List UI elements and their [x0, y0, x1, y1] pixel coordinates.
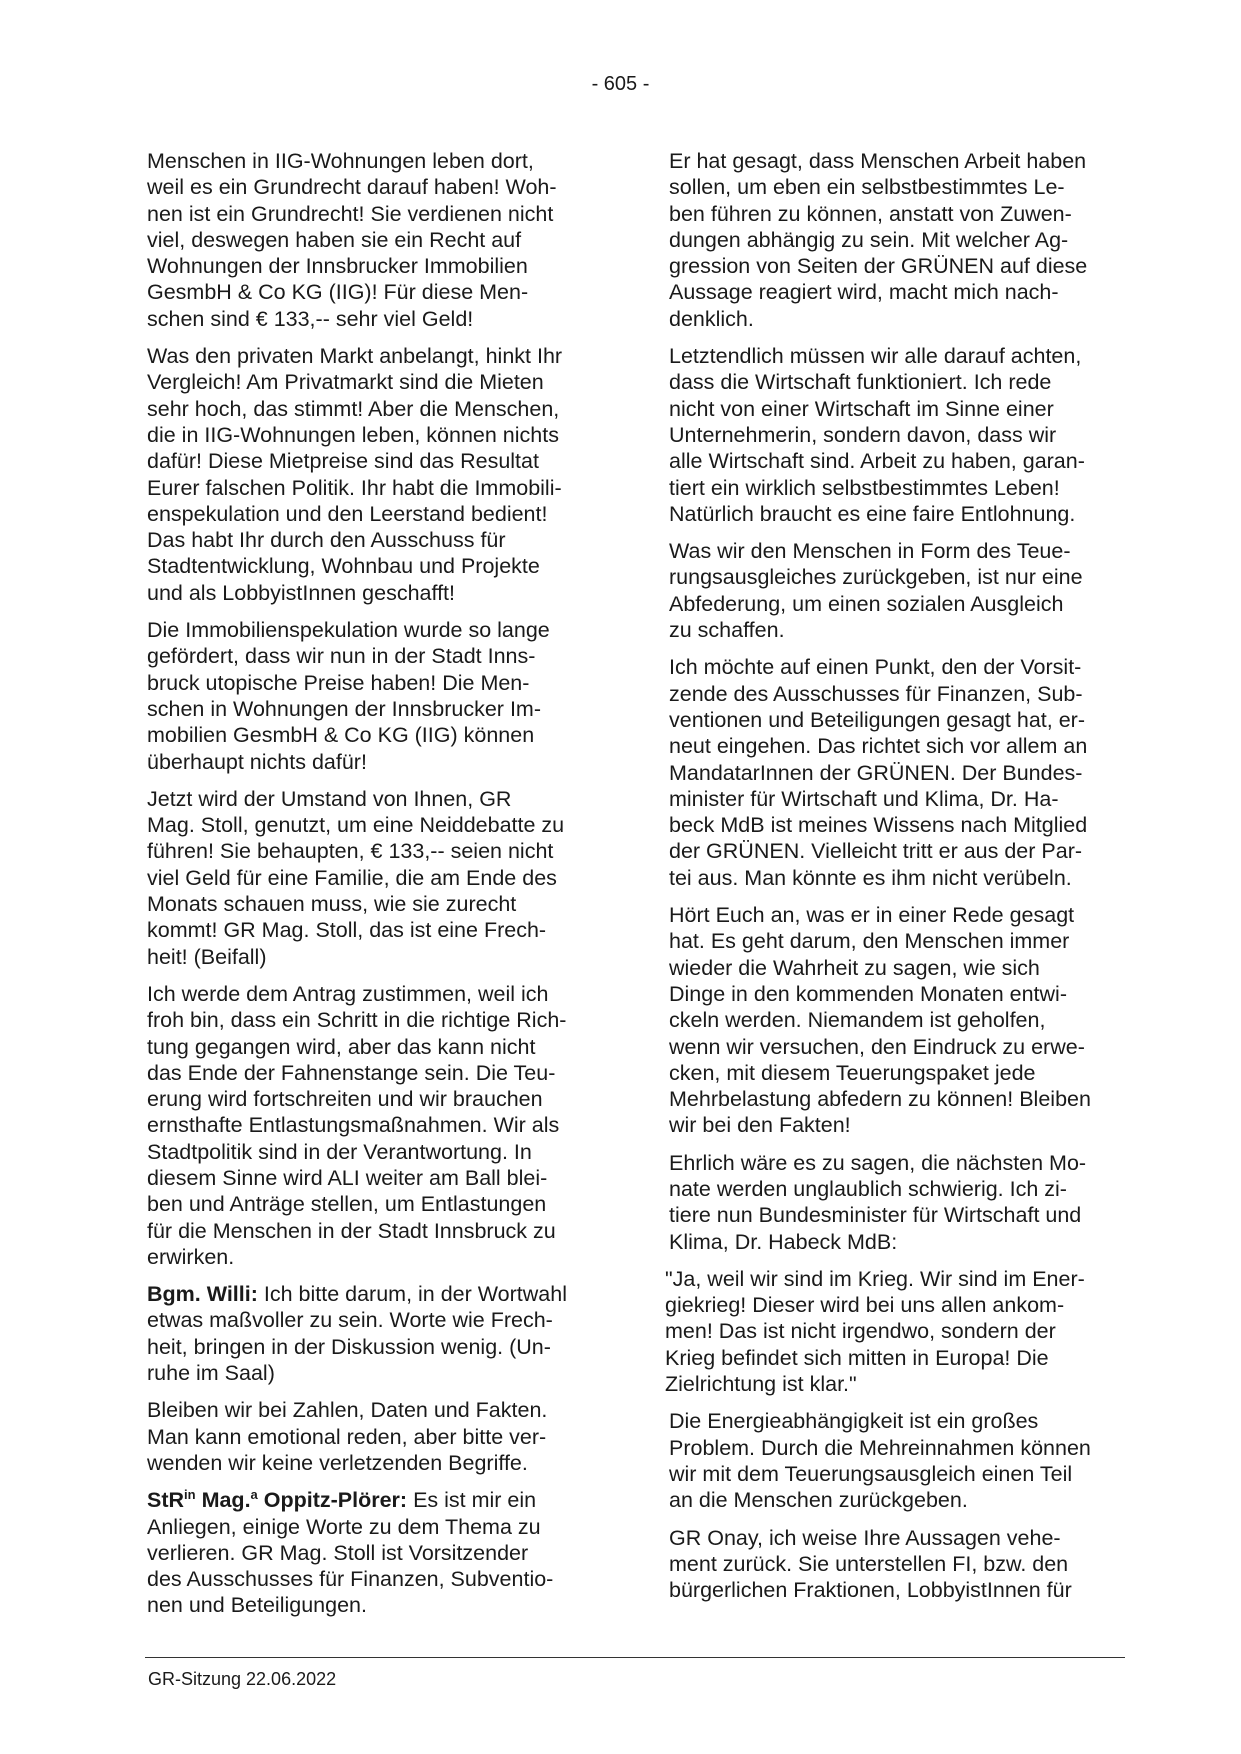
paragraph — [147, 786, 597, 970]
text-line: dafür! Diese Mietpreise sind das Resultat — [147, 449, 539, 474]
speaker-name — [147, 1488, 407, 1512]
text-line: diesem Sinne wird ALI weiter am Ball blei- — [147, 1165, 548, 1190]
text-line: Stadtpolitik sind in der Verantwortung. In — [147, 1139, 532, 1164]
text-line: Menschen in IIG-Wohnungen leben dort, — [147, 149, 534, 173]
text-line: Aussage reagiert wird, macht mich nach- — [669, 280, 1059, 305]
right-column — [665, 148, 1119, 1614]
text-line: an die Menschen zurückgeben. — [669, 1488, 968, 1513]
text-line: hat. Es geht darum, den Menschen immer — [669, 929, 1070, 954]
text-line: nen und Beteiligungen. — [147, 1593, 367, 1618]
text-line: Mag. Stoll, genutzt, um eine Neiddebatte zu — [147, 813, 565, 838]
title-superscript: in — [184, 1487, 196, 1503]
speaker-name: Bgm. Willi: — [147, 1282, 258, 1307]
text-line: Wohnungen der Innsbrucker Immobilien — [147, 254, 528, 279]
text-line: Natürlich braucht es eine faire Entlohnung. — [669, 501, 1076, 526]
text-line — [147, 1487, 597, 1513]
text-line: tiert ein wirklich selbstbestimmtes Leben! — [669, 475, 1060, 500]
left-column — [147, 148, 597, 1630]
text-line: froh bin, dass ein Schritt in die richtige Rich- — [147, 1008, 567, 1033]
text-line: wenn wir versuchen, den Eindruck zu erwe- — [669, 1034, 1085, 1059]
paragraph — [147, 343, 597, 606]
text-line: ben führen zu können, anstatt von Zuwen- — [669, 201, 1072, 226]
text-line: bruck utopische Preise haben! Die Men- — [147, 670, 530, 695]
text-line: des Ausschusses für Finanzen, Subventio- — [147, 1567, 554, 1592]
text-line: wenden wir keine verletzenden Begriffe. — [147, 1450, 528, 1475]
text-line: Die Energieabhängigkeit ist ein großes — [669, 1409, 1039, 1434]
text-line: die in IIG-Wohnungen leben, können nichts — [147, 422, 559, 447]
text-line: nicht von einer Wirtschaft im Sinne einer — [669, 396, 1054, 421]
text-line: heit! (Beifall) — [147, 944, 267, 969]
text-line: das Ende der Fahnenstange sein. Die Teu- — [147, 1060, 556, 1085]
text-line: Das habt Ihr durch den Ausschuss für — [147, 528, 506, 553]
footer-divider — [145, 1657, 1125, 1658]
paragraph — [147, 1487, 597, 1618]
text-line: nate werden unglaublich schwierig. Ich zi- — [669, 1176, 1067, 1201]
text-line: Anliegen, einige Worte zu dem Thema zu — [147, 1514, 541, 1539]
text-line: Was wir den Menschen in Form des Teue- — [669, 539, 1071, 564]
text-line: minister für Wirtschaft und Klima, Dr. Ha- — [669, 786, 1059, 811]
speaker-name-part: Mag. — [195, 1488, 251, 1513]
text-line: Klima, Dr. Habeck MdB: — [669, 1229, 898, 1254]
text-line: Hört Euch an, was er in einer Rede gesagt — [669, 903, 1075, 928]
paragraph — [669, 343, 1119, 527]
paragraph — [669, 902, 1119, 1139]
text-line: Letztendlich müssen wir alle darauf achten, — [669, 344, 1082, 369]
text-line: Mehrbelastung abfedern zu können! Bleiben — [669, 1087, 1091, 1112]
text-line: "Ja, weil wir sind im Krieg. Wir sind im Ener- — [665, 1266, 1085, 1291]
text-line: viel Geld für eine Familie, die am Ende des — [147, 865, 557, 890]
text-line: tei aus. Man könnte es ihm nicht verübeln. — [669, 865, 1072, 890]
text-line: giekrieg! Dieser wird bei uns allen ankom- — [665, 1293, 1065, 1318]
text-line: dass die Wirtschaft funktioniert. Ich rede — [669, 370, 1052, 395]
page-number: - 605 - — [591, 73, 650, 95]
text-line: überhaupt nichts dafür! — [147, 749, 367, 774]
text-line: schen sind € 133,-- sehr viel Geld! — [147, 306, 474, 331]
text-line: dungen abhängig zu sein. Mit welcher Ag- — [669, 227, 1069, 252]
text-line: Unternehmerin, sondern davon, dass wir — [669, 422, 1057, 447]
text-line: Vergleich! Am Privatmarkt sind die Mieten — [147, 370, 544, 395]
text-line: erwirken. — [147, 1244, 235, 1269]
text-line: etwas maßvoller zu sein. Worte wie Frech- — [147, 1308, 553, 1333]
text-line: gression von Seiten der GRÜNEN auf diese — [669, 254, 1088, 279]
text-line: ruhe im Saal) — [147, 1361, 275, 1386]
paragraph — [147, 617, 597, 775]
text-line: gefördert, dass wir nun in der Stadt Inns- — [147, 644, 536, 669]
text-line: wir mit dem Teuerungsausgleich einen Teil — [669, 1461, 1073, 1486]
text-line: mobilien GesmbH & Co KG (IIG) können — [147, 723, 535, 748]
text-line: enspekulation und den Leerstand bedient! — [147, 501, 548, 526]
paragraph — [669, 654, 1119, 891]
paragraph — [147, 1397, 597, 1476]
text-line: sehr hoch, das stimmt! Aber die Menschen, — [147, 396, 560, 421]
text-line: denklich. — [669, 306, 754, 331]
speaker-name-part: Oppitz-Plörer: — [257, 1488, 408, 1513]
text-line: erung wird fortschreiten und wir brauchen — [147, 1087, 543, 1112]
text-line: für die Menschen in der Stadt Innsbruck zu — [147, 1218, 556, 1243]
text-line: der GRÜNEN. Vielleicht tritt er aus der Par- — [669, 839, 1083, 864]
text-line: schen in Wohnungen der Innsbrucker Im- — [147, 696, 541, 721]
text-line: tung gegangen wird, aber das kann nicht — [147, 1034, 536, 1059]
text-line: Man kann emotional reden, aber bitte ver- — [147, 1424, 547, 1449]
text-line: verlieren. GR Mag. Stoll ist Vorsitzender — [147, 1540, 529, 1565]
text-line: rungsausgleiches zurückgeben, ist nur eine — [669, 565, 1083, 590]
paragraph — [147, 981, 597, 1270]
text-line: GesmbH & Co KG (IIG)! Für diese Men- — [147, 280, 529, 305]
text-line: Ehrlich wäre es zu sagen, die nächsten Mo- — [669, 1150, 1087, 1175]
text-line: führen! Sie behaupten, € 133,-- seien nicht — [147, 839, 554, 864]
text-line: viel, deswegen haben sie ein Recht auf — [147, 227, 522, 252]
footer-session-date: GR-Sitzung 22.06.2022 — [148, 1669, 337, 1689]
paragraph — [147, 148, 597, 332]
paragraph — [669, 1525, 1119, 1604]
text-line: alle Wirtschaft sind. Arbeit zu haben, garan- — [669, 449, 1085, 474]
text-line: Abfederung, um einen sozialen Ausgleich — [669, 591, 1064, 616]
text-line: Bleiben wir bei Zahlen, Daten und Fakten. — [147, 1398, 548, 1423]
text-line: und als LobbyistInnen geschafft! — [147, 580, 455, 605]
text-line: nen ist ein Grundrecht! Sie verdienen nicht — [147, 201, 554, 226]
text-line: sollen, um eben ein selbstbestimmtes Le- — [669, 175, 1065, 200]
text-line: Ich möchte auf einen Punkt, den der Vorsit- — [669, 655, 1082, 680]
text-line: Jetzt wird der Umstand von Ihnen, GR — [147, 786, 512, 811]
speech-text: Ich bitte darum, in der Wortwahl — [257, 1282, 567, 1307]
text-line: Problem. Durch die Mehreinnahmen können — [669, 1435, 1091, 1460]
text-line: ventionen und Beteiligungen gesagt hat, er- — [669, 707, 1085, 732]
text-line: Er hat gesagt, dass Menschen Arbeit haben — [669, 149, 1087, 173]
paragraph — [665, 1266, 1119, 1397]
text-line: Eurer falschen Politik. Ihr habt die Immobili- — [147, 475, 562, 500]
speech-text: Es ist mir ein — [407, 1488, 537, 1513]
text-line: wieder die Wahrheit zu sagen, wie sich — [669, 955, 1040, 980]
text-line: bürgerlichen Fraktionen, LobbyistInnen für — [669, 1578, 1072, 1603]
text-line: heit, bringen in der Diskussion wenig. (Un- — [147, 1334, 551, 1359]
paragraph — [669, 148, 1119, 332]
paragraph — [669, 538, 1119, 643]
text-line: ment zurück. Sie unterstellen FI, bzw. den — [669, 1551, 1069, 1576]
text-line: zende des Ausschusses für Finanzen, Sub- — [669, 681, 1083, 706]
text-line: Was den privaten Markt anbelangt, hinkt Ihr — [147, 344, 563, 369]
text-line: kommt! GR Mag. Stoll, das ist eine Frech- — [147, 918, 547, 943]
text-line: MandatarInnen der GRÜNEN. Der Bundes- — [669, 760, 1083, 785]
paragraph — [147, 1281, 597, 1386]
text-line — [147, 1281, 597, 1307]
text-line: zu schaffen. — [669, 618, 785, 643]
text-line: GR Onay, ich weise Ihre Aussagen vehe- — [669, 1525, 1061, 1550]
text-line: Krieg befindet sich mitten in Europa! Die — [665, 1345, 1049, 1370]
text-line: Stadtentwicklung, Wohnbau und Projekte — [147, 554, 540, 579]
text-line: beck MdB ist meines Wissens nach Mitglied — [669, 813, 1088, 838]
text-line: cken, mit diesem Teuerungspaket jede — [669, 1060, 1036, 1085]
text-line: weil es ein Grundrecht darauf haben! Woh- — [147, 175, 557, 200]
text-line: Zielrichtung ist klar." — [665, 1372, 857, 1397]
text-line: ben und Anträge stellen, um Entlastungen — [147, 1192, 547, 1217]
paragraph — [669, 1150, 1119, 1255]
text-line: Monats schauen muss, wie sie zurecht — [147, 892, 517, 917]
text-line: tiere nun Bundesminister für Wirtschaft und — [669, 1203, 1082, 1228]
text-line: ernsthafte Entlastungsmaßnahmen. Wir als — [147, 1113, 560, 1138]
text-line: men! Das ist nicht irgendwo, sondern der — [665, 1319, 1056, 1344]
speaker-name-part: StR — [147, 1488, 185, 1513]
paragraph — [669, 1408, 1119, 1513]
text-line: Dinge in den kommenden Monaten entwi- — [669, 981, 1067, 1006]
title-superscript: a — [250, 1487, 258, 1503]
text-line: ckeln werden. Niemandem ist geholfen, — [669, 1008, 1046, 1033]
text-line: wir bei den Fakten! — [669, 1113, 851, 1138]
text-line: Ich werde dem Antrag zustimmen, weil ich — [147, 981, 549, 1006]
text-line: Die Immobilienspekulation wurde so lange — [147, 618, 550, 643]
text-line: neut eingehen. Das richtet sich vor allem an — [669, 734, 1088, 759]
